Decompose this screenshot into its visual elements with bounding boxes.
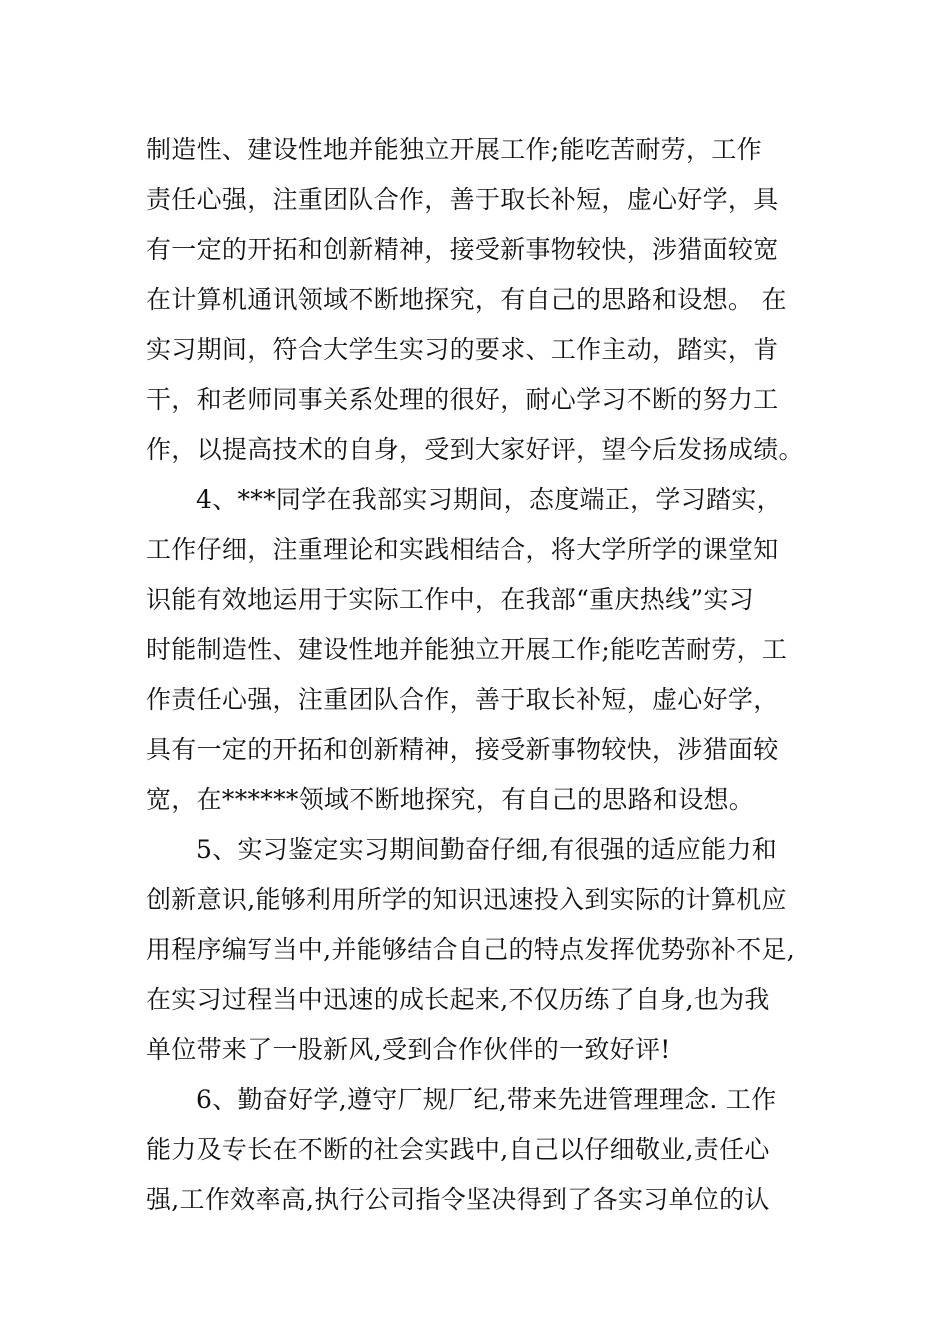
text-line: 能力及专长在不断的社会实践中,自己以仔细敬业,责任心	[146, 1135, 770, 1164]
text-line: 在计算机通讯领域不断地探究，有自己的思路和设想。 在	[146, 285, 787, 314]
text-line: 实习期间，符合大学生实习的要求、工作主动，踏实，肯	[146, 335, 779, 364]
text-line: 创新意识,能够利用所学的知识迅速投入到实际的计算机应	[146, 885, 787, 914]
text-line: 时能制造性、建设性地并能独立开展工作;能吃苦耐劳，工	[146, 635, 788, 664]
paragraph-5-start: 5、实习鉴定实习期间勤奋仔细,有很强的适应能力和	[196, 835, 778, 864]
text-line: 具有一定的开拓和创新精神，接受新事物较快，涉猎面较	[146, 735, 779, 764]
text-line: 干，和老师同事关系处理的很好，耐心学习不断的努力工	[146, 385, 779, 414]
text-line: 单位带来了一股新风,受到合作伙伴的一致好评!	[146, 1035, 671, 1064]
text-line: 强,工作效率高,执行公司指令坚决得到了各实习单位的认	[146, 1185, 770, 1214]
text-line: 工作仔细，注重理论和实践相结合，将大学所学的课堂知	[146, 535, 779, 564]
text-line: 用程序编写当中,并能够结合自己的特点发挥优势弥补不足,	[146, 935, 795, 964]
text-line: 制造性、建设性地并能独立开展工作;能吃苦耐劳，工作	[146, 135, 762, 164]
text-line: 作，以提高技术的自身，受到大家好评，望今后发扬成绩。	[146, 435, 804, 464]
text-line: 责任心强，注重团队合作，善于取长补短，虚心好学，具	[146, 185, 779, 214]
text-line: 在实习过程当中迅速的成长起来,不仅历练了自身,也为我	[146, 985, 770, 1014]
text-line: 识能有效地运用于实际工作中，在我部“重庆热线”实习	[146, 585, 755, 614]
paragraph-4-start: 4、***同学在我部实习期间，态度端正，学习踏实，	[196, 485, 782, 514]
text-line: 宽，在******领域不断地探究，有自己的思路和设想。	[146, 785, 755, 814]
paragraph-6-start: 6、勤奋好学,遵守厂规厂纪,带来先进管理理念. 工作	[196, 1085, 777, 1114]
text-line: 作责任心强，注重团队合作，善于取长补短，虚心好学，	[146, 685, 779, 714]
text-line: 有一定的开拓和创新精神，接受新事物较快，涉猎面较宽	[146, 235, 779, 264]
